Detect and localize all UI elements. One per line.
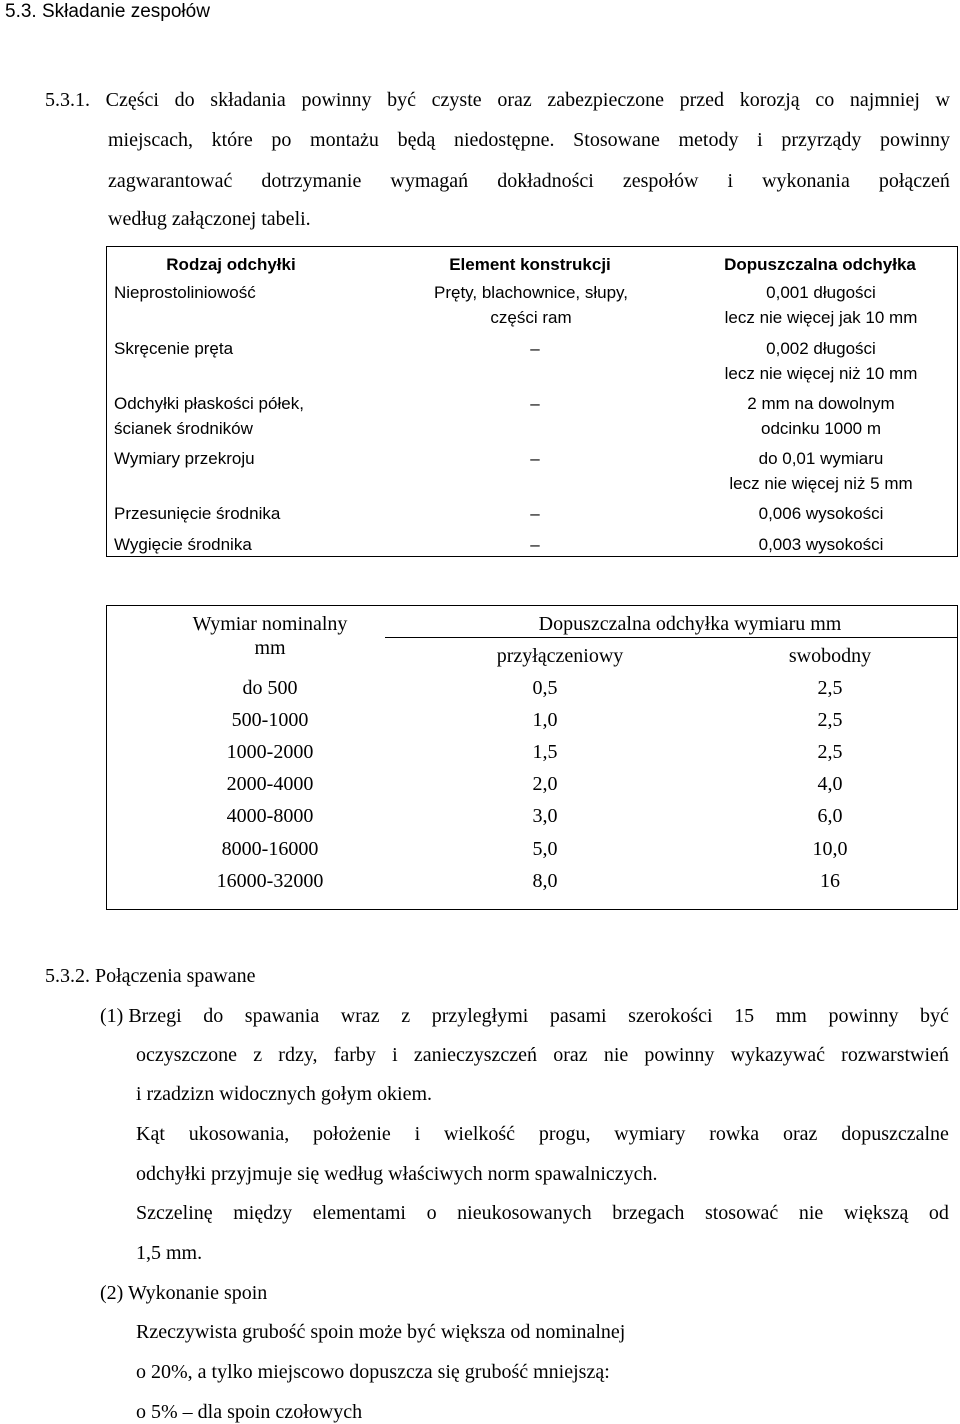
tolerance-cell: 0,006 wysokości bbox=[758, 504, 884, 523]
word: Kąt bbox=[136, 1123, 165, 1145]
word: i bbox=[727, 170, 734, 192]
word: powinny bbox=[644, 1044, 715, 1066]
word: powinny bbox=[301, 89, 372, 111]
dash-cell: – bbox=[530, 394, 540, 413]
tolerance-header: Dopuszczalna odchyłka wymiaru mm bbox=[538, 613, 842, 635]
word: 15 bbox=[734, 1005, 755, 1027]
nominal-cell: 8000-16000 bbox=[221, 838, 319, 860]
word: wykazywać bbox=[730, 1044, 825, 1066]
paragraph-line bbox=[108, 171, 950, 191]
word: i bbox=[414, 1123, 421, 1145]
connected-cell: 2,0 bbox=[532, 773, 558, 795]
word: w bbox=[935, 89, 950, 111]
dash-cell: – bbox=[530, 504, 540, 523]
word: od bbox=[928, 1202, 949, 1224]
word: większą bbox=[843, 1202, 909, 1224]
connected-cell: 1,5 bbox=[532, 741, 558, 763]
connected-cell: 3,0 bbox=[532, 805, 558, 827]
word: metody bbox=[678, 129, 739, 151]
free-cell: 2,5 bbox=[817, 709, 843, 731]
nominal-cell: 16000-32000 bbox=[216, 870, 324, 892]
deviation-type: Odchyłki płaskości półek, bbox=[114, 394, 304, 413]
item-line: 1,5 mm. bbox=[136, 1242, 203, 1264]
word: dotrzymanie bbox=[261, 170, 362, 192]
word: oczyszczone bbox=[136, 1044, 238, 1066]
word: (1) Brzegi bbox=[100, 1005, 182, 1027]
nominal-cell: 2000-4000 bbox=[226, 773, 314, 795]
paragraph-line bbox=[45, 90, 950, 110]
connected-cell: 1,0 bbox=[532, 709, 558, 731]
tolerance-cell: 0,001 długości bbox=[766, 283, 876, 302]
word: czyste bbox=[431, 89, 482, 111]
word: rozwarstwień bbox=[841, 1044, 949, 1066]
word: miejscach, bbox=[108, 129, 193, 151]
tolerance-cell: 0,003 wysokości bbox=[758, 535, 884, 554]
nominal-cell: do 500 bbox=[242, 677, 298, 699]
item-line: o 5% – dla spoin czołowych bbox=[136, 1401, 363, 1423]
tolerance-cell: lecz nie więcej niż 10 mm bbox=[724, 364, 918, 383]
connected-cell: 0,5 bbox=[532, 677, 558, 699]
dash-cell: – bbox=[530, 339, 540, 358]
word: zanieczyszczeń bbox=[413, 1044, 538, 1066]
nominal-cell: 1000-2000 bbox=[226, 741, 314, 763]
nominal-header-unit: mm bbox=[254, 637, 286, 659]
word: najmniej bbox=[849, 89, 920, 111]
word: wielkość bbox=[443, 1123, 516, 1145]
word: mm bbox=[775, 1005, 807, 1027]
free-cell: 2,5 bbox=[817, 677, 843, 699]
element-cell: części ram bbox=[490, 308, 572, 327]
word: wykonania bbox=[762, 170, 850, 192]
item-label: (2) Wykonanie spoin bbox=[100, 1282, 268, 1304]
deviation-type: Wymiary przekroju bbox=[114, 449, 255, 468]
word: przed bbox=[679, 89, 725, 111]
word: wymiary bbox=[614, 1123, 686, 1145]
word: nie bbox=[603, 1044, 629, 1066]
item-line: odchyłki przyjmuje się według właściwych norm spawalniczych. bbox=[136, 1163, 658, 1185]
connected-cell: 8,0 bbox=[532, 870, 558, 892]
word: ukosowania, bbox=[188, 1123, 290, 1145]
tolerance-cell: lecz nie więcej jak 10 mm bbox=[724, 308, 918, 327]
word: do bbox=[174, 89, 195, 111]
deviation-type: Przesunięcie środnika bbox=[114, 504, 281, 523]
item-line: o 20%, a tylko miejscowo dopuszcza się grubość mniejszą: bbox=[136, 1361, 610, 1383]
word: położenie bbox=[313, 1123, 391, 1145]
word: brzegach bbox=[612, 1202, 685, 1224]
dash-cell: – bbox=[530, 449, 540, 468]
word: rdzy, bbox=[278, 1044, 318, 1066]
nominal-header: Wymiar nominalny bbox=[192, 613, 348, 635]
word: powinny bbox=[828, 1005, 899, 1027]
word: składania bbox=[210, 89, 286, 111]
word: przyległymi bbox=[431, 1005, 529, 1027]
tolerance-cell: 2 mm na dowolnym bbox=[747, 394, 895, 413]
free-cell: 4,0 bbox=[817, 773, 843, 795]
item-line: i rzadzizn widocznych gołym okiem. bbox=[136, 1083, 433, 1105]
word: zespołów bbox=[622, 170, 699, 192]
word: rowka bbox=[709, 1123, 760, 1145]
word: nie bbox=[798, 1202, 824, 1224]
word: oraz bbox=[782, 1123, 818, 1145]
word: z bbox=[401, 1005, 411, 1027]
nominal-cell: 4000-8000 bbox=[226, 805, 314, 827]
item-line bbox=[136, 1124, 949, 1144]
word: dokładności bbox=[497, 170, 594, 192]
word: być bbox=[387, 89, 417, 111]
word: dopuszczalne bbox=[841, 1123, 949, 1145]
word: pasami bbox=[549, 1005, 607, 1027]
word: wymagań bbox=[390, 170, 469, 192]
item-line bbox=[136, 1203, 949, 1223]
word: spawania bbox=[244, 1005, 320, 1027]
word: montażu bbox=[310, 129, 379, 151]
free-cell: 2,5 bbox=[817, 741, 843, 763]
word: oraz bbox=[553, 1044, 588, 1066]
connected-cell: 5,0 bbox=[532, 838, 558, 860]
word: przyrządy bbox=[781, 129, 862, 151]
paragraph-line: według załączonej tabeli. bbox=[108, 208, 311, 230]
deviation-type: ścianek środników bbox=[114, 419, 253, 438]
dash-cell: – bbox=[530, 535, 540, 554]
word: oraz bbox=[497, 89, 532, 111]
deviation-type: Wygięcie środnika bbox=[114, 535, 252, 554]
word: połączeń bbox=[878, 170, 950, 192]
section-heading: 5.3. Składanie zespołów bbox=[5, 1, 210, 22]
word: po bbox=[271, 129, 292, 151]
free-cell: 16 bbox=[820, 870, 840, 892]
word: które bbox=[211, 129, 253, 151]
word: być bbox=[920, 1005, 949, 1027]
word: Szczelinę bbox=[136, 1202, 213, 1224]
word: co bbox=[815, 89, 835, 111]
word: będą bbox=[397, 129, 436, 151]
word: korozją bbox=[739, 89, 800, 111]
word: nieukosowanych bbox=[457, 1202, 592, 1224]
table-header: Dopuszczalna odchyłka bbox=[724, 255, 916, 274]
word: wraz bbox=[340, 1005, 380, 1027]
tolerance-cell: 0,002 długości bbox=[766, 339, 876, 358]
table-header: Element konstrukcji bbox=[449, 255, 611, 274]
word: zagwarantować bbox=[108, 170, 233, 192]
deviation-type: Nieprostoliniowość bbox=[114, 283, 256, 302]
word: do bbox=[203, 1005, 224, 1027]
word: stosować bbox=[704, 1202, 779, 1224]
header-divider bbox=[385, 637, 958, 638]
free-header: swobodny bbox=[788, 645, 872, 667]
word: farby bbox=[333, 1044, 376, 1066]
tolerance-cell: odcinku 1000 m bbox=[760, 419, 882, 438]
word: Części bbox=[105, 89, 159, 111]
word: i bbox=[392, 1044, 398, 1066]
word: Stosowane bbox=[573, 129, 660, 151]
table-header: Rodzaj odchyłki bbox=[166, 255, 296, 274]
deviation-type: Skręcenie pręta bbox=[114, 339, 234, 358]
word: 5.3.1. bbox=[45, 89, 90, 111]
word: powinny bbox=[879, 129, 950, 151]
word: szerokości bbox=[628, 1005, 713, 1027]
tolerance-cell: do 0,01 wymiaru bbox=[758, 449, 884, 468]
item-line bbox=[100, 1006, 949, 1026]
element-cell: Pręty, blachownice, słupy, bbox=[433, 283, 628, 302]
word: progu, bbox=[538, 1123, 591, 1145]
nominal-cell: 500-1000 bbox=[231, 709, 309, 731]
item-line bbox=[136, 1045, 949, 1065]
word: zabezpieczone bbox=[547, 89, 664, 111]
subsection-heading: 5.3.2. Połączenia spawane bbox=[45, 965, 256, 987]
free-cell: 6,0 bbox=[817, 805, 843, 827]
word: niedostępne. bbox=[453, 129, 555, 151]
word: o bbox=[426, 1202, 437, 1224]
item-line: Rzeczywista grubość spoin może być większa od nominalnej bbox=[136, 1321, 626, 1343]
free-cell: 10,0 bbox=[812, 838, 848, 860]
paragraph-line bbox=[108, 130, 950, 150]
word: elementami bbox=[312, 1202, 406, 1224]
word: między bbox=[233, 1202, 293, 1224]
word: i bbox=[757, 129, 763, 151]
connected-header: przyłączeniowy bbox=[496, 645, 624, 667]
tolerance-cell: lecz nie więcej niż 5 mm bbox=[729, 474, 913, 493]
word: z bbox=[253, 1044, 263, 1066]
